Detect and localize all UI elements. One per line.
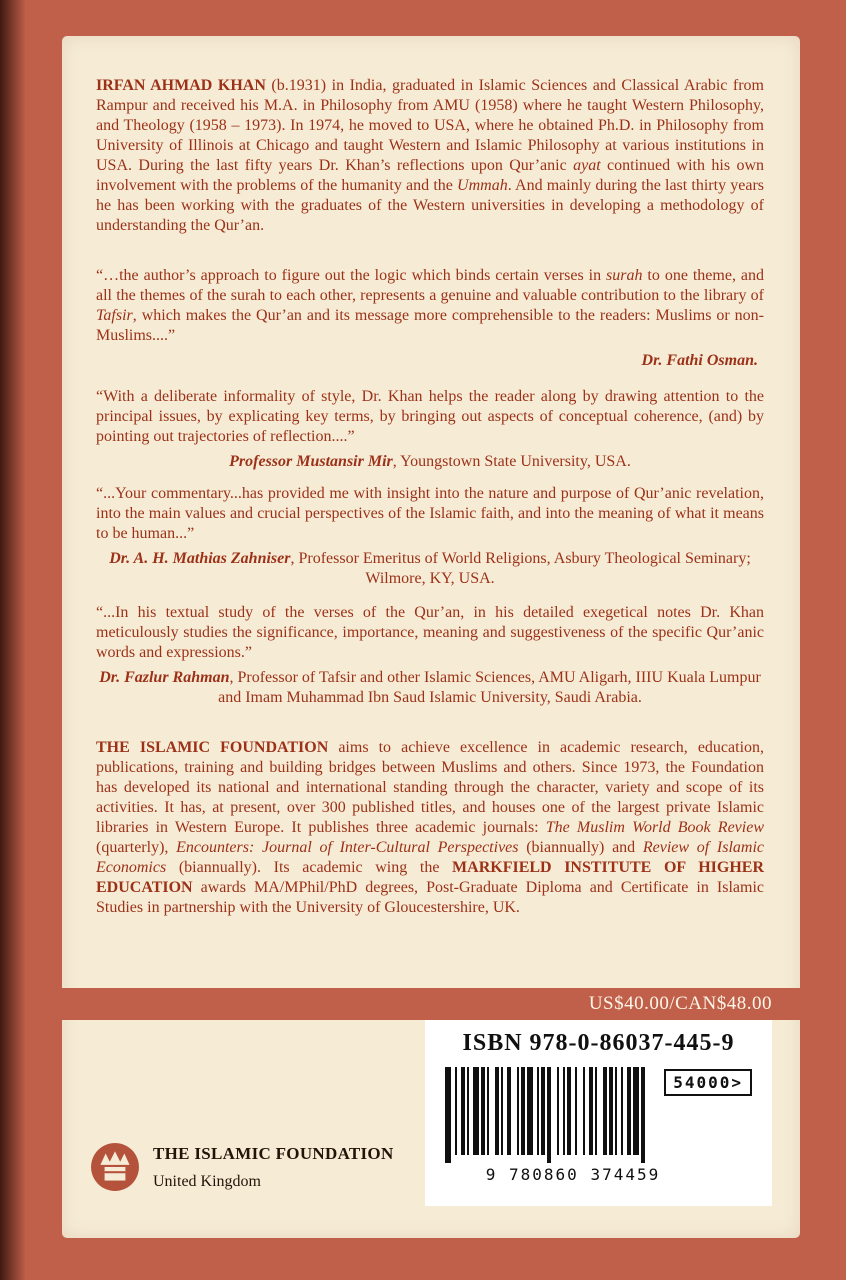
kaaba-emblem-icon [90, 1142, 140, 1192]
quote-text: “...In his textual study of the verses of the Qur’an, in his detailed exegetical notes Dr. Khan meticulously studies the significance, importance, meaning and suggestiveness of the specific Qur’anic words and expressions.” [96, 604, 764, 661]
quote-osman [96, 266, 764, 371]
price-text: US$40.00/CAN$48.00 [588, 993, 772, 1014]
quote-text: “…the author’s approach to figure out the logic which binds certain verses in surah to one theme, and all the themes of the surah to each other, represents a genuine and valuable contribution to the library of Tafsir, which makes the Qur’an and its message more comprehensible to the readers: Muslims or non-Muslims....” [96, 267, 764, 344]
quote-zahniser [96, 484, 764, 589]
quote-attribution: Dr. A. H. Mathias Zahniser, Professor Emeritus of World Religions, Asbury Theological Seminary; Wilmore, KY, USA. [109, 550, 751, 587]
barcode-bars [445, 1067, 701, 1163]
barcode-digits: 9 780860 374459 [485, 1165, 661, 1184]
publisher-block [90, 1142, 394, 1192]
quote-text: “...Your commentary...has provided me with insight into the nature and purpose of Qur’anic revelation, into the main values and crucial perspectives of the Islamic faith, and into the meaning of what it means to be human...” [96, 485, 764, 542]
foundation-paragraph: THE ISLAMIC FOUNDATION aims to achieve excellence in academic research, education, publications, training and building bridges between Muslims and others. Since 1973, the Foundation has developed its national and international standing through the character, variety and scope of its activities. It has, at present, over 300 published titles, and houses one of the largest private Islamic libraries in Western Europe. It publishes three academic journals: The Muslim World Book Review (quarterly), Encounters: Journal of Inter-Cultural Perspectives (biannually) and Review of Islamic Economics (biannually). Its academic wing the MARKFIELD INSTITUTE OF HIGHER EDUCATION awards MA/MPhil/PhD degrees, Post-Graduate Diploma and Certificate in Islamic Studies in partnership with the University of Gloucestershire, UK. [96, 739, 765, 916]
scan-edge-shadow [0, 0, 26, 1280]
cover-text-area [62, 36, 800, 918]
author-bio-paragraph: IRFAN AHMAD KHAN (b.1931) in India, graduated in Islamic Sciences and Classical Arabic from Rampur and received his M.A. in Philosophy from AMU (1958) where he taught Western Philosophy, and Theology (1958 – 1973). In 1974, he moved to USA, where he obtained Ph.D. in Philosophy from University of Illinois at Chicago and taught Western and Islamic Philosophy at various institutions in USA. During the last fifty years Dr. Khan’s reflections upon Qur’anic ayat continued with his own involvement with the problems of the humanity and the Ummah. And mainly during the last thirty years he has been working with the graduates of the Western universities in developing a methodology of understanding the Qur’an. [96, 77, 765, 234]
isbn-label: ISBN 978-0-86037-445-9 [462, 1030, 735, 1056]
barcode [445, 1067, 752, 1195]
quote-mir [96, 387, 764, 472]
isbn-box [425, 1020, 772, 1206]
barcode-addon-code: 54000> [664, 1069, 752, 1096]
quote-rahman [96, 603, 764, 708]
price-band [62, 988, 800, 1020]
publisher-country: United Kingdom [153, 1172, 261, 1190]
quote-text: “With a deliberate informality of style, Dr. Khan helps the reader along by drawing attention to the principal issues, by explicating key terms, by bringing out aspects of conceptual coherence, (and) by pointing out trajectories of reflection....” [96, 388, 764, 445]
quote-attribution: Professor Mustansir Mir, Youngstown State University, USA. [229, 453, 631, 470]
publisher-name: THE ISLAMIC FOUNDATION [153, 1143, 394, 1163]
quote-attribution: Dr. Fazlur Rahman, Professor of Tafsir and other Islamic Sciences, AMU Aligarh, IIIU Kuala Lumpur and Imam Muhammad Ibn Saud Islamic University, Saudi Arabia. [99, 669, 761, 706]
quote-attribution: Dr. Fathi Osman. [641, 352, 758, 369]
